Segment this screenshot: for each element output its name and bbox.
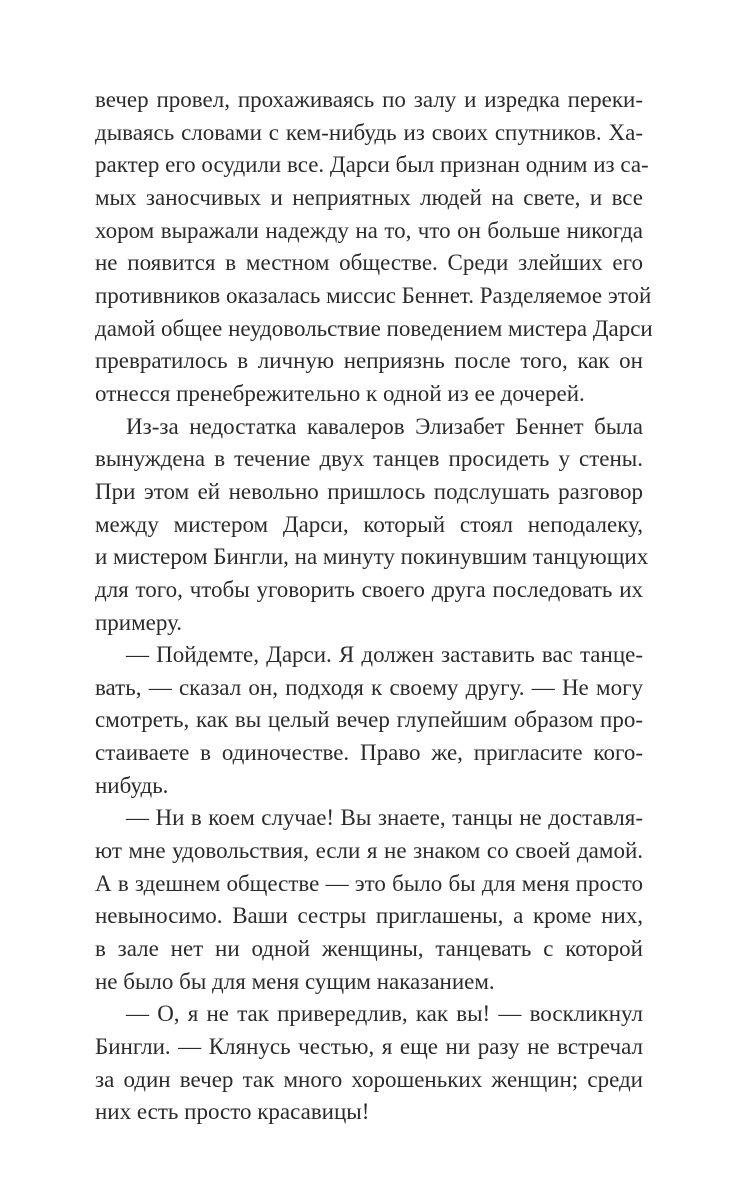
text-line: нибудь.: [95, 772, 169, 798]
text-line: примеру.: [95, 609, 183, 635]
text-line: них есть просто красавицы!: [95, 1099, 370, 1125]
text-line: смотреть, как вы целый вечер глупейшим образом про-: [95, 707, 643, 733]
paragraph: [95, 802, 643, 998]
book-page-text: [95, 84, 653, 1129]
text-line: в зале нет ни одной женщины, танцевать с которой: [95, 936, 643, 962]
text-line: Бингли. — Клянусь честью, я еще ни разу не встречал: [95, 1034, 643, 1060]
text-line: вать, — сказал он, подходя к своему другу. — Не могу: [95, 674, 643, 700]
text-line: невыносимо. Ваши сестры приглашены, а кроме них,: [95, 903, 643, 929]
text-line: для того, чтобы уговорить своего друга последовать их: [95, 576, 643, 602]
text-line: При этом ей невольно пришлось подслушать разговор: [95, 478, 643, 504]
text-line: не появится в местном обществе. Среди злейших его: [95, 250, 643, 276]
text-line: дамой общее неудовольствие поведением мистера Дарси: [95, 315, 653, 341]
text-line: вынуждена в течение двух танцев просидеть у стены.: [95, 446, 643, 472]
text-line: А в здешнем обществе — это было бы для меня просто: [95, 870, 643, 896]
text-line: ют мне удовольствия, если я не знаком со своей дамой.: [95, 838, 643, 864]
text-line: — Пойдемте, Дарси. Я должен заставить вас танце-: [126, 642, 643, 668]
text-line: за один вечер так много хорошеньких женщин; среди: [95, 1066, 643, 1092]
paragraph: [95, 998, 643, 1129]
text-line: между мистером Дарси, который стоял неподалеку,: [95, 511, 643, 537]
text-line: стаиваете в одиночестве. Право же, пригласите кого-: [95, 740, 643, 766]
text-line: Из-за недостатка кавалеров Элизабет Беннет была: [126, 413, 643, 439]
text-line: вечер провел, прохаживаясь по залу и изредка переки-: [95, 87, 643, 112]
text-line: — О, я не так привередлив, как вы! — воскликнул: [126, 1001, 643, 1027]
text-line: не было бы для меня сущим наказанием.: [95, 968, 495, 994]
text-line: отнесся пренебрежительно к одной из ее дочерей.: [95, 380, 585, 406]
paragraph: [95, 639, 643, 802]
text-line: противников оказалась миссис Беннет. Разделяемое этой: [95, 282, 652, 308]
text-line: хором выражали надежду на то, что он больше никогда: [95, 217, 643, 243]
text-line: превратилось в личную неприязнь после того, как он: [95, 348, 643, 374]
text-line: мых заносчивых и неприятных людей на свете, и все: [95, 184, 643, 210]
paragraph: [95, 84, 653, 411]
text-line: рактер его осудили все. Дарси был признан одним из са-: [95, 152, 649, 178]
text-line: — Ни в коем случае! Вы знаете, танцы не доставля-: [126, 805, 643, 831]
text-line: дываясь словами с кем-нибудь из своих спутников. Ха-: [95, 119, 643, 145]
paragraph: [95, 411, 649, 640]
text-line: и мистером Бингли, на минуту покинувшим танцующих: [95, 544, 649, 570]
